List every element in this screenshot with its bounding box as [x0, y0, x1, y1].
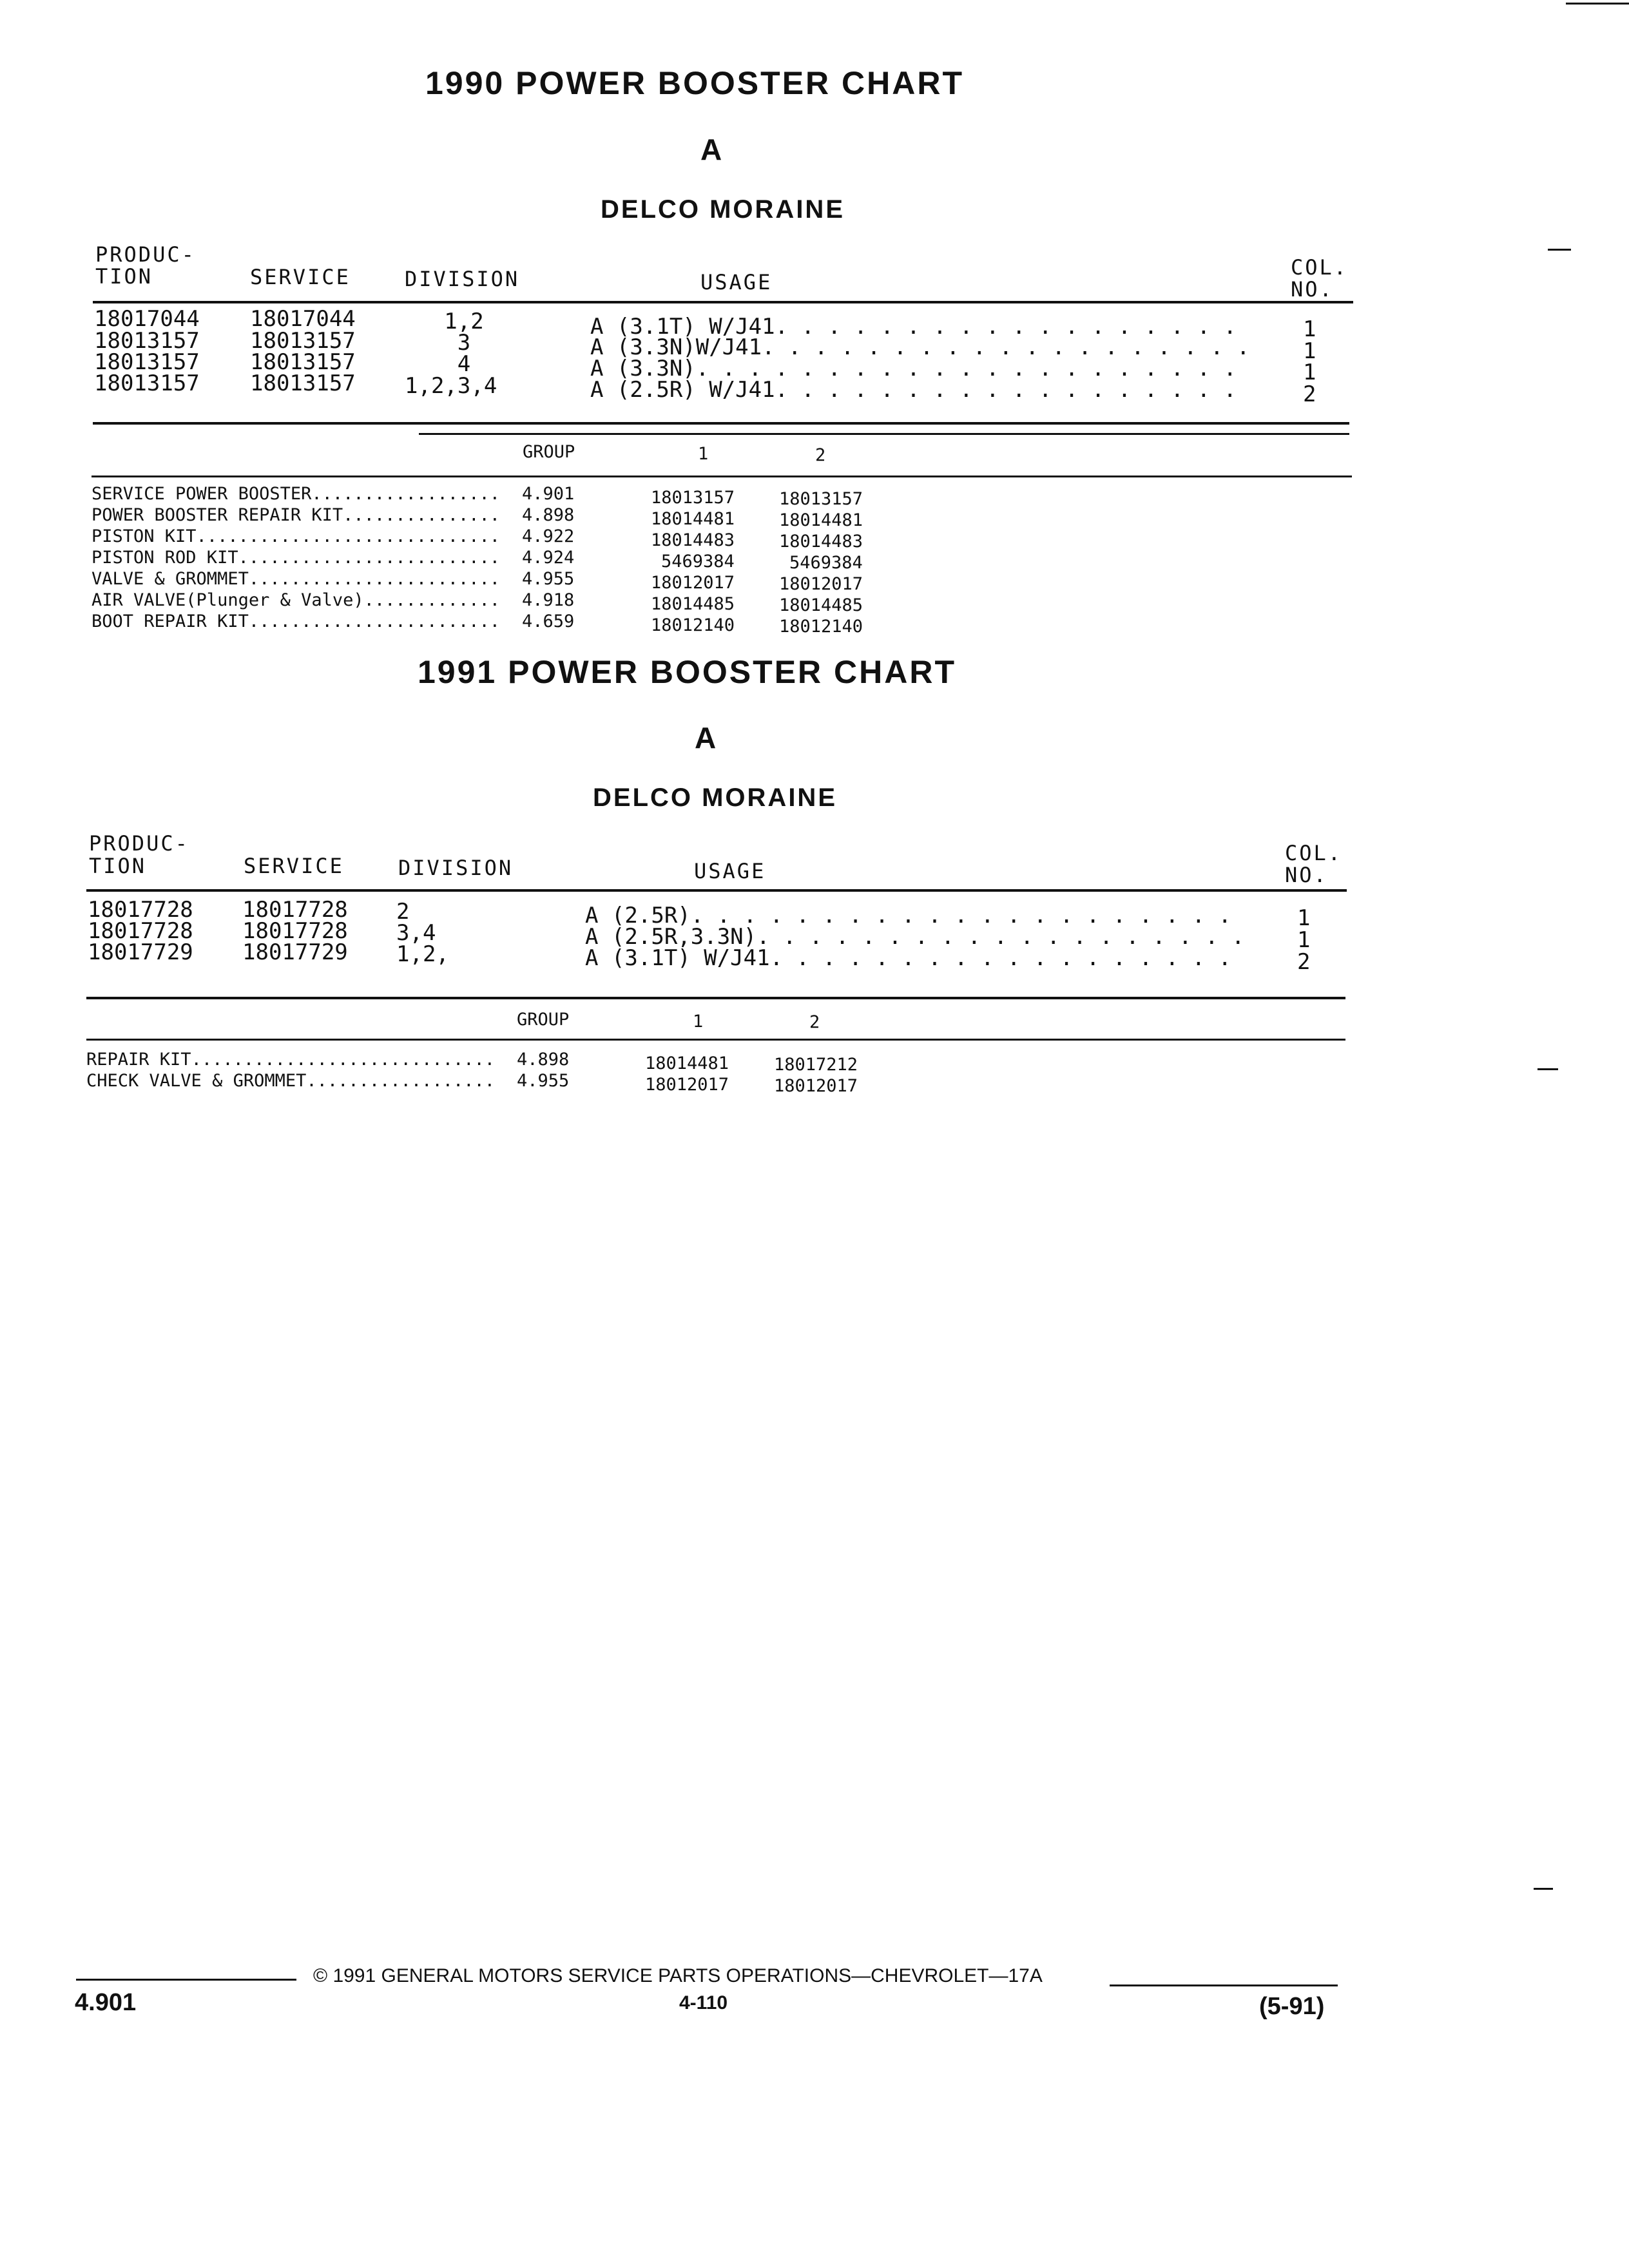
part-col1: 5469384 — [661, 552, 735, 572]
leader-dots — [691, 905, 1249, 927]
leader-dots — [197, 526, 504, 547]
header-usage: USAGE — [700, 270, 773, 294]
chart-1990-parts-header-rule — [92, 476, 1352, 477]
parts-header-group: GROUP — [517, 1010, 570, 1030]
part-group: 4.924 — [522, 548, 575, 568]
header-production-line1: PRODUC- — [89, 831, 189, 856]
part-name — [92, 568, 504, 590]
footer-group-number: 4.901 — [75, 1989, 137, 2016]
part-group: 4.898 — [517, 1050, 570, 1070]
usage — [590, 316, 1254, 338]
leader-dots — [775, 316, 1254, 338]
footer-page-number: 4-110 — [679, 1992, 728, 2013]
scan-edge-mark — [1566, 3, 1629, 5]
leader-dots — [238, 547, 504, 568]
part-col1: 18012017 — [645, 1075, 729, 1095]
part-col2: 18014485 — [779, 595, 863, 615]
chart-1991-usage-bottom-rule — [86, 997, 1345, 999]
service-part-number: 18013157 — [250, 370, 356, 396]
chart-1991-letter: A — [695, 721, 717, 754]
parts-header-col2: 2 — [815, 445, 826, 465]
leader-dots — [343, 505, 504, 526]
part-col2: 18013157 — [779, 489, 863, 509]
production-part-number: 18017729 — [88, 939, 193, 965]
chart-1990-usage-bottom-rule — [93, 422, 1349, 425]
leader-dots — [762, 336, 1254, 358]
part-col2: 18017212 — [774, 1055, 858, 1075]
production-part-number: 18017044 — [94, 306, 200, 332]
part-group: 4.955 — [517, 1071, 570, 1091]
usage — [585, 947, 1249, 969]
part-name-text: CHECK VALVE & GROMMET — [86, 1071, 307, 1091]
service-part-number: 18017044 — [250, 306, 356, 332]
service-part-number: 18013157 — [250, 328, 356, 354]
part-name — [92, 483, 504, 505]
col-number: 2 — [1297, 949, 1311, 975]
usage — [590, 379, 1254, 401]
footer-date-code: (5-91) — [1259, 1993, 1325, 2020]
chart-1990-parts-top-rule — [419, 433, 1349, 435]
part-col2: 18012017 — [774, 1076, 858, 1096]
division: 3,4 — [396, 920, 436, 946]
chart-1991-manufacturer: DELCO MORAINE — [593, 783, 837, 812]
part-group: 4.922 — [522, 526, 575, 546]
col-number: 1 — [1297, 905, 1311, 931]
production-part-number: 18013157 — [94, 328, 200, 354]
leader-dots — [757, 926, 1249, 948]
part-name-text: AIR VALVE(Plunger & Valve) — [92, 590, 364, 610]
part-name — [92, 526, 504, 547]
chart-1991-title: 1991 POWER BOOSTER CHART — [418, 654, 957, 690]
header-production-line2: TION — [89, 854, 147, 878]
scan-edge-mark — [1537, 1068, 1558, 1070]
division: 2 — [396, 899, 410, 925]
chart-1990-manufacturer: DELCO MORAINE — [601, 195, 845, 224]
header-col-line1: COL. — [1285, 841, 1343, 865]
part-name-text: PISTON KIT — [92, 526, 197, 546]
header-production-line1: PRODUC- — [95, 242, 196, 267]
usage — [590, 336, 1254, 358]
header-service: SERVICE — [244, 854, 344, 878]
header-service: SERVICE — [250, 265, 351, 289]
part-group: 4.918 — [522, 590, 575, 610]
service-part-number: 18013157 — [250, 349, 356, 375]
part-group: 4.659 — [522, 611, 575, 631]
part-name — [86, 1070, 499, 1091]
part-name — [86, 1049, 499, 1070]
leader-dots — [306, 1070, 499, 1091]
part-col2: 18014483 — [779, 532, 863, 552]
parts-header-col1: 1 — [693, 1012, 704, 1032]
footer-rule-left — [76, 1979, 296, 1981]
col-number: 1 — [1303, 360, 1316, 385]
usage-text: A (3.1T) W/J41 — [590, 316, 775, 338]
part-name — [92, 590, 504, 611]
part-col1: 18014485 — [651, 594, 735, 614]
col-number: 2 — [1303, 381, 1316, 407]
part-name-text: PISTON ROD KIT — [92, 548, 238, 568]
division: 3 — [457, 330, 471, 356]
scan-edge-mark — [1534, 1888, 1553, 1890]
part-group: 4.955 — [522, 569, 575, 589]
service-part-number: 18017728 — [242, 918, 348, 944]
service-part-number: 18017729 — [242, 939, 348, 965]
production-part-number: 18017728 — [88, 918, 193, 944]
division: 1,2, — [396, 941, 449, 967]
production-part-number: 18013157 — [94, 370, 200, 396]
division: 1,2,3,4 — [405, 373, 497, 399]
leader-dots — [249, 568, 504, 590]
part-name-text: VALVE & GROMMET — [92, 569, 249, 589]
division: 1,2 — [444, 309, 484, 334]
header-division: DIVISION — [398, 856, 514, 880]
leader-dots — [364, 590, 504, 611]
chart-1991-header-rule — [86, 889, 1347, 892]
part-name-text: POWER BOOSTER REPAIR KIT — [92, 505, 343, 525]
header-col-line2: NO. — [1291, 277, 1334, 302]
chart-1991-parts-header-rule — [86, 1039, 1345, 1041]
parts-header-col2: 2 — [809, 1012, 820, 1032]
usage — [590, 358, 1254, 380]
part-col1: 18014483 — [651, 530, 735, 550]
part-col1: 18012017 — [651, 573, 735, 593]
leader-dots — [311, 483, 504, 505]
header-production-line2: TION — [95, 264, 153, 289]
production-part-number: 18017728 — [88, 897, 193, 923]
part-col2: 18014481 — [779, 510, 863, 530]
chart-1990-title: 1990 POWER BOOSTER CHART — [425, 65, 965, 101]
footer-copyright: © 1991 GENERAL MOTORS SERVICE PARTS OPERATIONS—CHEVROLET—17A — [313, 1965, 1043, 1986]
part-col2: 5469384 — [789, 553, 863, 573]
usage-text: A (3.1T) W/J41 — [585, 947, 770, 969]
leader-dots — [191, 1049, 499, 1070]
parts-header-col1: 1 — [698, 444, 709, 464]
col-number: 1 — [1303, 316, 1316, 342]
part-col1: 18012140 — [651, 615, 735, 635]
part-name-text: REPAIR KIT — [86, 1050, 191, 1070]
part-col1: 18013157 — [651, 488, 735, 508]
leader-dots — [696, 358, 1254, 380]
production-part-number: 18013157 — [94, 349, 200, 375]
part-group: 4.898 — [522, 505, 575, 525]
division: 4 — [457, 351, 471, 377]
header-division: DIVISION — [405, 267, 520, 291]
chart-1990-letter: A — [700, 133, 722, 166]
parts-header-group: GROUP — [523, 442, 575, 462]
header-usage: USAGE — [694, 859, 766, 883]
part-name — [92, 547, 504, 568]
part-name — [92, 611, 504, 632]
part-name-text: SERVICE POWER BOOSTER — [92, 484, 312, 504]
leader-dots — [249, 611, 504, 632]
service-part-number: 18017728 — [242, 897, 348, 923]
part-col2: 18012140 — [779, 617, 863, 637]
chart-1990-header-rule — [93, 301, 1353, 303]
leader-dots — [775, 379, 1254, 401]
usage-text: A (2.5R,3.3N) — [585, 926, 757, 948]
usage-text: A (2.5R) — [585, 905, 691, 927]
part-col2: 18012017 — [779, 574, 863, 594]
header-col-line1: COL. — [1291, 255, 1349, 280]
col-number: 1 — [1297, 927, 1311, 953]
scan-edge-mark — [1548, 249, 1571, 251]
part-col1: 18014481 — [651, 509, 735, 529]
leader-dots — [770, 947, 1249, 969]
usage-text: A (3.3N)W/J41 — [590, 336, 762, 358]
usage — [585, 926, 1249, 948]
part-name — [92, 505, 504, 526]
usage-text: A (2.5R) W/J41 — [590, 379, 775, 401]
footer-rule-right — [1110, 1984, 1338, 1986]
usage — [585, 905, 1249, 927]
usage-text: A (3.3N) — [590, 358, 696, 380]
col-number: 1 — [1303, 338, 1316, 364]
part-col1: 18014481 — [645, 1053, 729, 1073]
part-group: 4.901 — [522, 484, 575, 504]
part-name-text: BOOT REPAIR KIT — [92, 611, 249, 631]
header-col-line2: NO. — [1285, 863, 1328, 887]
